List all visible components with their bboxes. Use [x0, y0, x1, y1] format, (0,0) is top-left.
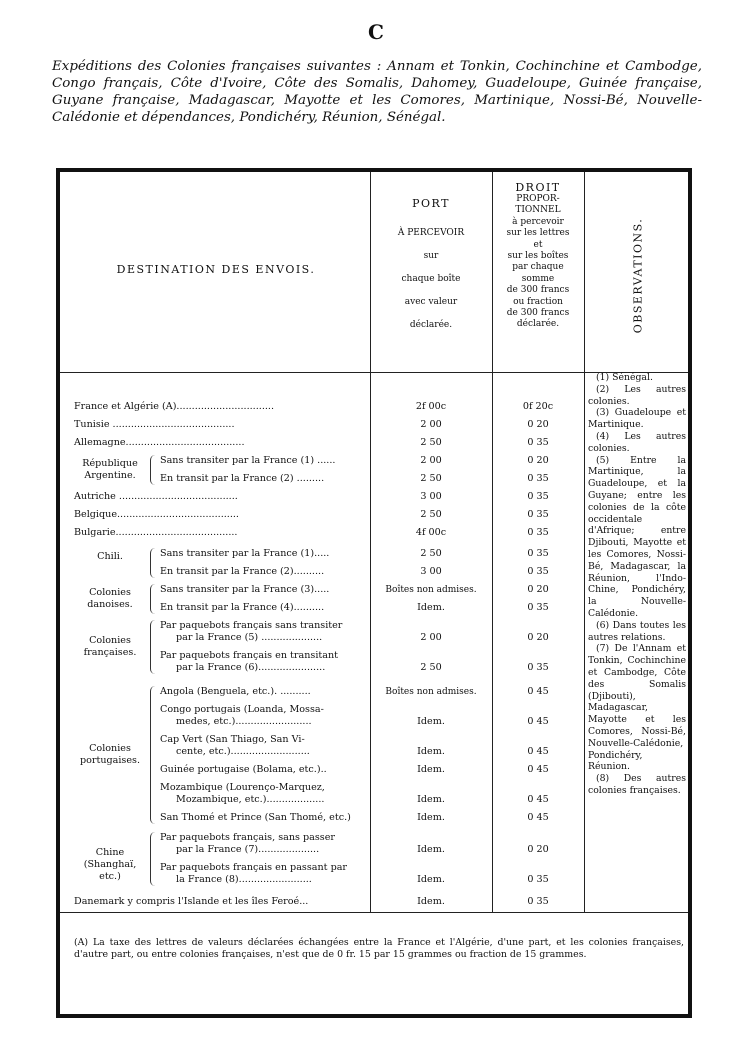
table-row-destination: Par paquebots français en passant par — [160, 862, 348, 873]
table-row-port: Idem. — [417, 764, 445, 775]
table-row-port: 2f 00c — [415, 401, 447, 412]
table-row-destination: France et Algérie (A)................................ — [74, 401, 275, 412]
table-row-droit: 0 20 — [527, 455, 549, 466]
table-row-port: 2 50 — [420, 473, 442, 484]
table-row-port: Idem. — [417, 874, 445, 885]
header-port-line: sur — [423, 251, 439, 261]
table-row-droit: 0 20 — [527, 584, 549, 595]
observation-note: (3) Guadeloupe et Martinique. — [588, 407, 686, 431]
table-row-destination: Allemagne....................................... — [74, 437, 245, 448]
table-row-port: Idem. — [417, 844, 445, 855]
table-row-destination: Par paquebots français en transitant — [160, 650, 338, 661]
row-group-brace — [150, 832, 155, 886]
header-droit-line: sur les boîtes — [507, 251, 569, 262]
observation-note: (2) Les autres colonies. — [588, 383, 686, 407]
row-group-label: République Argentine. — [82, 458, 138, 481]
table-row-destination: par la France (5) .................... — [176, 632, 323, 643]
table-row-destination: Angola (Benguela, etc.). .......... — [160, 686, 311, 697]
row-group-brace — [150, 548, 155, 578]
header-droit-line: par chaque — [512, 262, 564, 273]
table-row-droit: 0 35 — [527, 548, 549, 559]
table-row-port: Boîtes non admises. — [385, 585, 477, 595]
header-port-line: À PERCEVOIR — [397, 228, 465, 238]
table-row-droit: 0 45 — [527, 716, 549, 727]
table-row-port: 2 00 — [420, 632, 442, 643]
table-row-port: 2 50 — [420, 437, 442, 448]
table-row-destination: San Thomé et Prince (San Thomé, etc.) — [160, 812, 351, 823]
table-row-destination: Tunisie ........................................ — [74, 419, 235, 430]
table-row-destination: cente, etc.).......................... — [176, 746, 310, 757]
table-row-destination: Guinée portugaise (Bolama, etc.).. — [160, 764, 327, 775]
table-row-port: 3 00 — [420, 491, 442, 502]
observation-note: (4) Les autres colonies. — [588, 430, 686, 454]
header-droit-line: somme — [521, 273, 555, 284]
table-row-destination: Par paquebots français, sans passer — [160, 832, 335, 843]
col-separator — [492, 172, 493, 912]
header-droit-title: DROIT — [515, 181, 561, 194]
header-observations — [598, 180, 678, 370]
table-row-droit: 0 35 — [527, 491, 549, 502]
table-row-droit: 0 35 — [527, 527, 549, 538]
header-port-lines — [372, 222, 490, 337]
page-letter: C — [368, 20, 384, 44]
header-droit-line: à percevoir — [512, 216, 564, 227]
table-row-destination: En transit par la France (2) ......... — [160, 473, 325, 484]
footnote: (A) La taxe des lettres de valeurs déclarées échangées entre la France et l'Algérie, d'une part, et les colonies françaises, d'autre part, ou entre colonies françaises, n'est que de 0 fr. 15 par 15 grammes ou fraction de 15 grammes. — [74, 937, 684, 960]
row-group-label: Colonies françaises. — [83, 635, 137, 658]
table-row-droit: 0 20 — [527, 632, 549, 643]
table-row-droit: 0 35 — [527, 602, 549, 613]
table-row-destination: Par paquebots français sans transiter — [160, 620, 343, 631]
table-row-destination: par la France (7).................... — [176, 844, 320, 855]
table-row-droit: 0 35 — [527, 896, 549, 907]
table-row-port: 4f 00c — [415, 527, 447, 538]
table-row-port: Idem. — [417, 602, 445, 613]
table-row-destination: par la France (6)...................... — [176, 662, 326, 673]
row-group-label: Chili. — [97, 551, 123, 562]
header-droit-line: ou fraction — [513, 296, 563, 307]
table-row-destination: Belgique........................................ — [74, 509, 239, 520]
table-row-port: Idem. — [417, 746, 445, 757]
row-group-label: Colonies danoises. — [87, 587, 133, 610]
table-row-port: 2 00 — [420, 455, 442, 466]
header-droit-line: déclarée. — [516, 319, 560, 330]
table-row-destination: Sans transiter par la France (1) ...... — [160, 455, 336, 466]
header-droit-line: TIONNEL — [515, 205, 561, 216]
table-row-port: Idem. — [417, 812, 445, 823]
row-group-brace — [150, 620, 155, 674]
row-group-brace — [150, 455, 155, 485]
table-row-destination: Cap Vert (San Thiago, San Vi- — [160, 734, 305, 745]
table-row-destination: Bulgarie........................................ — [74, 527, 238, 538]
header-destination: DESTINATION DES ENVOIS. — [116, 263, 316, 276]
table-row-destination: En transit par la France (2).......... — [160, 566, 325, 577]
table-row-droit: 0 45 — [527, 794, 549, 805]
header-port-title: PORT — [412, 197, 450, 210]
header-droit-line: de 300 francs — [506, 308, 570, 319]
table-row-droit: 0 45 — [527, 746, 549, 757]
table-row-droit: 0 35 — [527, 566, 549, 577]
observation-note: (1) Sénégal. — [596, 372, 653, 383]
row-group-brace — [150, 584, 155, 614]
intro-text: Expéditions des Colonies françaises suivantes : Annam et Tonkin, Cochinchine et Cambodge, Congo français, Côte d'Ivoire, Côte des Somalis, Dahomey, Guadeloupe, Guinée française, Guyane française, Madagascar, Mayotte et les Comores, Martinique, Nossi-Bé, Nouvelle-Calédonie et dépendances, Pondichéry, Réunion, Sénégal. — [52, 59, 702, 125]
header-droit-line: de 300 francs — [506, 285, 570, 296]
observation-note: (7) De l'Annam et Tonkin, Cochinchine et Cambodge, Côte des Somalis (Djibouti), Madagascar, Mayotte et les Comores, Nossi-Bé, Nouvelle-Calédonie, Pondichéry, Réunion. — [588, 643, 686, 773]
table-row-droit: 0 45 — [527, 686, 549, 697]
header-droit-line: sur les lettres — [506, 228, 570, 239]
table-row-destination: Sans transiter par la France (3)..... — [160, 584, 330, 595]
table-row-droit: 0 35 — [527, 509, 549, 520]
header-droit-line: et — [533, 239, 543, 250]
table-row-destination: la France (8)........................ — [176, 874, 312, 885]
header-observations-label: OBSERVATIONS. — [631, 217, 645, 333]
table-row-destination: En transit par la France (4).......... — [160, 602, 325, 613]
header-droit-lines — [494, 194, 582, 331]
observation-note: (5) Entre la Martinique, la Guadeloupe, et la Guyane; entre les colonies de la côte occidentale d'Afrique; entre Djibouti, Mayotte et les Comores, Nossi-Bé, Madagascar, la Réunion, l'Indo-Chine, Pondichéry, la Nouvelle-Calédonie. — [588, 454, 686, 619]
observation-note: (6) Dans toutes les autres relations. — [588, 619, 686, 643]
table-row-port: Boîtes non admises. — [385, 687, 477, 697]
body-rule — [60, 912, 688, 913]
table-row-port: 2 50 — [420, 509, 442, 520]
row-group-brace — [150, 686, 155, 824]
table-row-destination: Mozambique (Lourenço-Marquez, — [160, 782, 325, 793]
table-row-destination: Sans transiter par la France (1)..... — [160, 548, 330, 559]
table-row-port: 2 50 — [420, 662, 442, 673]
observation-note: (8) Des autres colonies françaises. — [588, 773, 686, 796]
observations-column — [588, 372, 686, 797]
table-row-port: 3 00 — [420, 566, 442, 577]
table-row-port: 2 00 — [420, 419, 442, 430]
table-row-destination: Congo portugais (Loanda, Mossa- — [160, 704, 324, 715]
table-row-droit: 0 35 — [527, 473, 549, 484]
table-row-destination: Mozambique, etc.)................... — [176, 794, 325, 805]
header-droit — [494, 182, 582, 331]
header-port — [372, 198, 490, 337]
header-port-line: chaque boîte — [401, 274, 461, 284]
table-row-droit: 0 35 — [527, 874, 549, 885]
table-row-port: Idem. — [417, 896, 445, 907]
table-row-port: Idem. — [417, 716, 445, 727]
table-row-destination: medes, etc.)......................... — [176, 716, 312, 727]
header-droit-line: PROPOR- — [516, 194, 560, 204]
table-row-droit: 0 35 — [527, 437, 549, 448]
header-port-line: déclarée. — [409, 320, 453, 330]
table-row-droit: 0 20 — [527, 844, 549, 855]
table-row-destination: Autriche ....................................... — [74, 491, 238, 502]
table-row-port: Idem. — [417, 794, 445, 805]
row-group-label: Chine (Shanghaï, etc.) — [83, 847, 137, 882]
table-row-droit: 0f 20c — [522, 401, 554, 412]
table-row-droit: 0 45 — [527, 812, 549, 823]
table-row-droit: 0 20 — [527, 419, 549, 430]
table-row-destination: Danemark y compris l'Islande et les îles Feroé... — [74, 896, 309, 907]
col-separator — [584, 172, 585, 912]
header-port-line: avec valeur — [404, 297, 458, 307]
table-row-port: 2 50 — [420, 548, 442, 559]
table-row-droit: 0 45 — [527, 764, 549, 775]
table-row-droit: 0 35 — [527, 662, 549, 673]
row-group-label: Colonies portugaises. — [79, 743, 141, 766]
